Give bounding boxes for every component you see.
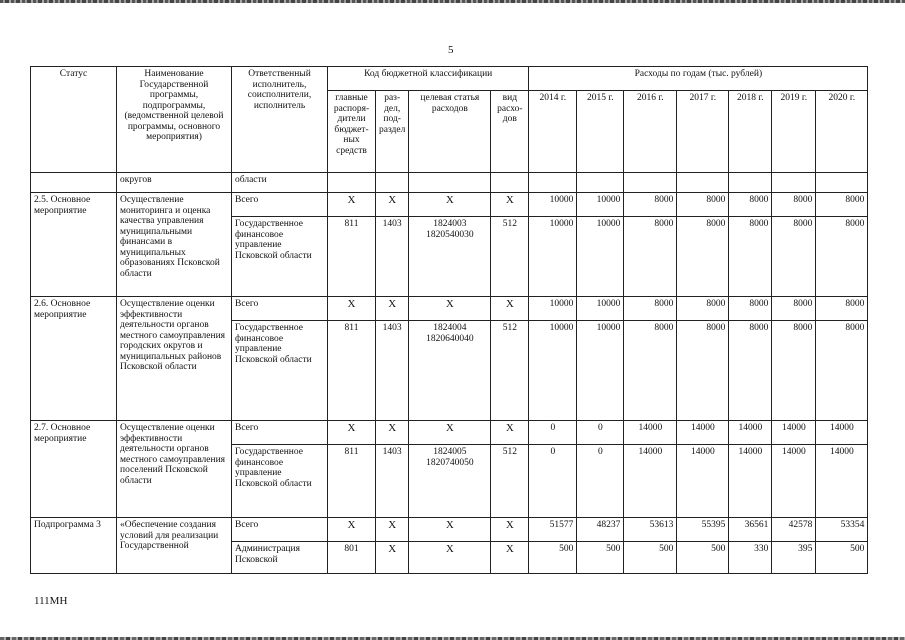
table-row <box>31 421 868 445</box>
header-rzpr: раз-дел, под-раздел <box>376 91 409 173</box>
cell-value: 10000 <box>577 297 624 321</box>
table-row <box>31 297 868 321</box>
cell-grbs: X <box>328 518 376 542</box>
cell-empty <box>772 173 816 193</box>
cell-empty <box>376 173 409 193</box>
cell-rzpr: 1403 <box>376 321 409 421</box>
header-name: Наименование Государственной программы, подпрограммы, (ведомственной целевой программы, основного мероприятия) <box>117 67 232 173</box>
cell-value: 14000 <box>624 421 677 445</box>
cell-empty <box>409 173 491 193</box>
cell-grbs: X <box>328 193 376 217</box>
cell-value: 8000 <box>729 217 772 297</box>
cell-rzpr: X <box>376 421 409 445</box>
continuation-row <box>31 173 868 193</box>
cell-status: Подпрограмма 3 <box>31 518 117 574</box>
cell-vr: X <box>491 518 529 542</box>
cell-name: округов <box>117 173 232 193</box>
cell-value: 8000 <box>729 193 772 217</box>
cell-empty <box>529 173 577 193</box>
cell-value: 8000 <box>772 217 816 297</box>
cell-grbs: X <box>328 421 376 445</box>
cell-value: 8000 <box>816 321 868 421</box>
cell-value: 8000 <box>816 297 868 321</box>
cell-value: 8000 <box>677 217 729 297</box>
cell-csr: 1824003 1820540030 <box>409 217 491 297</box>
cell-vr: X <box>491 542 529 574</box>
cell-grbs: 811 <box>328 321 376 421</box>
cell-csr: X <box>409 542 491 574</box>
cell-empty <box>816 173 868 193</box>
cell-value: 8000 <box>677 297 729 321</box>
footer-code: 111МН <box>34 595 68 607</box>
cell-value: 8000 <box>729 321 772 421</box>
budget-table <box>30 66 868 574</box>
cell-value: 10000 <box>529 193 577 217</box>
cell-grbs: 801 <box>328 542 376 574</box>
cell-value: 8000 <box>729 297 772 321</box>
cell-vr: X <box>491 421 529 445</box>
page-number: 5 <box>448 44 454 56</box>
cell-vr: 512 <box>491 445 529 518</box>
cell-rzpr: X <box>376 297 409 321</box>
cell-responsible: Всего <box>232 421 328 445</box>
table-row <box>31 193 868 217</box>
cell-grbs: 811 <box>328 445 376 518</box>
table-row <box>31 518 868 542</box>
header-year: 2018 г. <box>729 91 772 173</box>
cell-value: 8000 <box>624 193 677 217</box>
cell-value: 10000 <box>529 297 577 321</box>
cell-value: 8000 <box>772 321 816 421</box>
cell-vr: X <box>491 297 529 321</box>
cell-value: 10000 <box>577 193 624 217</box>
cell-value: 8000 <box>624 217 677 297</box>
cell-responsible: Всего <box>232 518 328 542</box>
cell-responsible: Государственное финансовое управление Псковской области <box>232 445 328 518</box>
cell-value: 14000 <box>816 445 868 518</box>
cell-responsible: Всего <box>232 193 328 217</box>
cell-value: 0 <box>577 421 624 445</box>
cell-csr: X <box>409 518 491 542</box>
cell-empty <box>577 173 624 193</box>
header-year: 2019 г. <box>772 91 816 173</box>
cell-value: 42578 <box>772 518 816 542</box>
cell-vr: 512 <box>491 321 529 421</box>
cell-rzpr: X <box>376 542 409 574</box>
header-responsible: Ответственный исполнитель, соисполнители, исполнитель <box>232 67 328 173</box>
cell-value: 14000 <box>677 445 729 518</box>
cell-value: 8000 <box>624 321 677 421</box>
cell-status <box>31 173 117 193</box>
cell-value: 0 <box>577 445 624 518</box>
cell-value: 500 <box>577 542 624 574</box>
cell-value: 0 <box>529 445 577 518</box>
header-year: 2017 г. <box>677 91 729 173</box>
cell-csr: 1824004 1820640040 <box>409 321 491 421</box>
cell-value: 8000 <box>624 297 677 321</box>
header-expenses: Расходы по годам (тыс. рублей) <box>529 67 868 91</box>
scan-top-edge <box>0 0 905 3</box>
header-budget-code: Код бюджетной классификации <box>328 67 529 91</box>
cell-value: 8000 <box>772 193 816 217</box>
cell-value: 48237 <box>577 518 624 542</box>
cell-empty <box>677 173 729 193</box>
cell-value: 8000 <box>816 193 868 217</box>
cell-value: 36561 <box>729 518 772 542</box>
cell-responsible: Администрация Псковской <box>232 542 328 574</box>
cell-value: 53354 <box>816 518 868 542</box>
header-csr: целевая статья расходов <box>409 91 491 173</box>
cell-value: 10000 <box>577 217 624 297</box>
cell-responsible: области <box>232 173 328 193</box>
header-year: 2016 г. <box>624 91 677 173</box>
cell-status: 2.7. Основное мероприятие <box>31 421 117 518</box>
cell-value: 14000 <box>729 421 772 445</box>
cell-value: 8000 <box>772 297 816 321</box>
cell-rzpr: 1403 <box>376 217 409 297</box>
cell-rzpr: 1403 <box>376 445 409 518</box>
header-vr: вид расхо-дов <box>491 91 529 173</box>
cell-responsible: Государственное финансовое управление Псковской области <box>232 321 328 421</box>
cell-rzpr: X <box>376 518 409 542</box>
header-grbs: главные распоря-дители бюджет-ных средств <box>328 91 376 173</box>
cell-csr: X <box>409 421 491 445</box>
cell-status: 2.5. Основное мероприятие <box>31 193 117 297</box>
cell-grbs: X <box>328 297 376 321</box>
header-year: 2015 г. <box>577 91 624 173</box>
cell-csr: 1824005 1820740050 <box>409 445 491 518</box>
cell-empty <box>624 173 677 193</box>
cell-csr: X <box>409 297 491 321</box>
cell-value: 14000 <box>772 421 816 445</box>
cell-value: 55395 <box>677 518 729 542</box>
cell-value: 0 <box>529 421 577 445</box>
cell-rzpr: X <box>376 193 409 217</box>
cell-value: 395 <box>772 542 816 574</box>
cell-empty <box>328 173 376 193</box>
cell-value: 10000 <box>529 321 577 421</box>
cell-value: 14000 <box>677 421 729 445</box>
cell-value: 10000 <box>577 321 624 421</box>
cell-csr: X <box>409 193 491 217</box>
cell-value: 14000 <box>729 445 772 518</box>
cell-value: 53613 <box>624 518 677 542</box>
cell-value: 330 <box>729 542 772 574</box>
cell-value: 8000 <box>816 217 868 297</box>
cell-value: 8000 <box>677 321 729 421</box>
cell-name: «Обеспечение создания условий для реализации Государственной <box>117 518 232 574</box>
cell-value: 500 <box>529 542 577 574</box>
cell-name: Осуществление мониторинга и оценка качества управления муниципальными финансами в муниципальных образованиях Псковской области <box>117 193 232 297</box>
cell-vr: 512 <box>491 217 529 297</box>
cell-value: 10000 <box>529 217 577 297</box>
cell-empty <box>729 173 772 193</box>
cell-value: 14000 <box>624 445 677 518</box>
cell-value: 500 <box>677 542 729 574</box>
cell-value: 14000 <box>772 445 816 518</box>
cell-value: 14000 <box>816 421 868 445</box>
cell-value: 51577 <box>529 518 577 542</box>
header-year: 2014 г. <box>529 91 577 173</box>
cell-responsible: Государственное финансовое управление Псковской области <box>232 217 328 297</box>
cell-name: Осуществление оценки эффективности деятельности органов местного самоуправления городских округов и муниципальных районов Псковской области <box>117 297 232 421</box>
cell-responsible: Всего <box>232 297 328 321</box>
cell-name: Осуществление оценки эффективности деятельности органов местного самоуправления поселений Псковской области <box>117 421 232 518</box>
cell-grbs: 811 <box>328 217 376 297</box>
cell-status: 2.6. Основное мероприятие <box>31 297 117 421</box>
cell-value: 8000 <box>677 193 729 217</box>
header-row-1 <box>31 67 868 91</box>
cell-value: 500 <box>816 542 868 574</box>
header-year: 2020 г. <box>816 91 868 173</box>
cell-value: 500 <box>624 542 677 574</box>
header-status: Статус <box>31 67 117 173</box>
cell-empty <box>491 173 529 193</box>
cell-vr: X <box>491 193 529 217</box>
